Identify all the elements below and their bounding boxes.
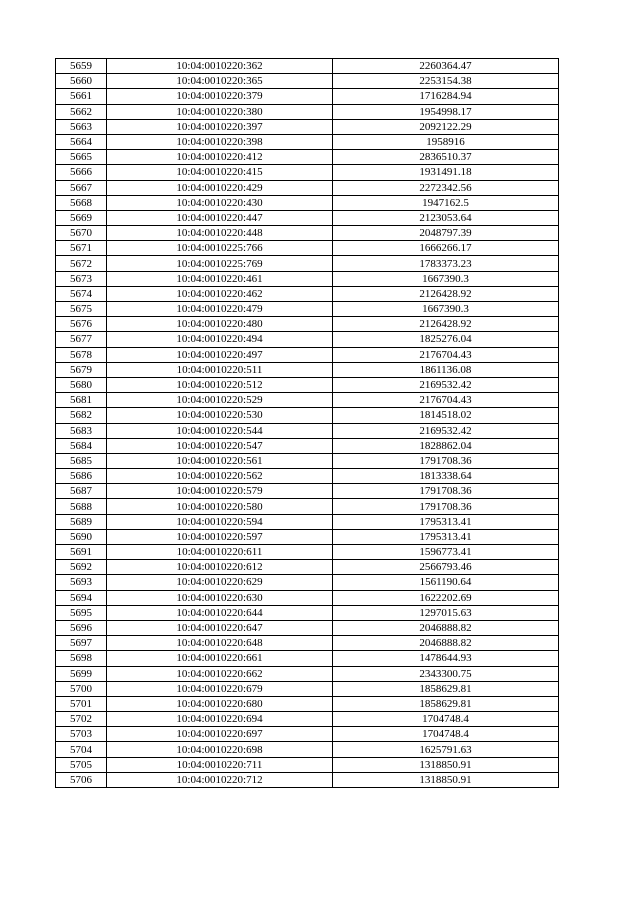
table-row — [56, 757, 559, 772]
table-row — [56, 271, 559, 286]
table-row — [56, 347, 559, 362]
value-cell: 1318850.91 — [333, 772, 559, 787]
value-cell: 1795313.41 — [333, 529, 559, 544]
value-cell: 1318850.91 — [333, 757, 559, 772]
table-row — [56, 529, 559, 544]
cadastral-number-cell: 10:04:0010220:447 — [107, 210, 333, 225]
cadastral-number-cell: 10:04:0010220:362 — [107, 59, 333, 74]
row-number-cell: 5660 — [56, 74, 107, 89]
cadastral-number-cell: 10:04:0010220:379 — [107, 89, 333, 104]
cadastral-number-cell: 10:04:0010220:397 — [107, 119, 333, 134]
value-cell: 1704748.4 — [333, 712, 559, 727]
table-row — [56, 772, 559, 787]
table-row — [56, 165, 559, 180]
cadastral-number-cell: 10:04:0010220:561 — [107, 453, 333, 468]
row-number-cell: 5689 — [56, 514, 107, 529]
row-number-cell: 5693 — [56, 575, 107, 590]
cadastral-number-cell: 10:04:0010220:580 — [107, 499, 333, 514]
table-row — [56, 484, 559, 499]
value-cell: 1297015.63 — [333, 605, 559, 620]
value-cell: 2126428.92 — [333, 317, 559, 332]
cadastral-number-cell: 10:04:0010220:697 — [107, 727, 333, 742]
value-cell: 2253154.38 — [333, 74, 559, 89]
table-row — [56, 195, 559, 210]
table-row — [56, 134, 559, 149]
cadastral-number-cell: 10:04:0010220:398 — [107, 134, 333, 149]
cadastral-number-cell: 10:04:0010220:698 — [107, 742, 333, 757]
cadastral-number-cell: 10:04:0010220:497 — [107, 347, 333, 362]
cadastral-value-table — [55, 58, 559, 788]
row-number-cell: 5668 — [56, 195, 107, 210]
row-number-cell: 5675 — [56, 302, 107, 317]
value-cell: 1716284.94 — [333, 89, 559, 104]
row-number-cell: 5694 — [56, 590, 107, 605]
table-row — [56, 499, 559, 514]
table-row — [56, 560, 559, 575]
cadastral-number-cell: 10:04:0010220:644 — [107, 605, 333, 620]
value-cell: 1813338.64 — [333, 469, 559, 484]
value-cell: 1791708.36 — [333, 453, 559, 468]
row-number-cell: 5680 — [56, 377, 107, 392]
cadastral-number-cell: 10:04:0010220:530 — [107, 408, 333, 423]
cadastral-number-cell: 10:04:0010220:694 — [107, 712, 333, 727]
table-row — [56, 226, 559, 241]
cadastral-number-cell: 10:04:0010220:494 — [107, 332, 333, 347]
row-number-cell: 5686 — [56, 469, 107, 484]
cadastral-number-cell: 10:04:0010220:365 — [107, 74, 333, 89]
value-cell: 1954998.17 — [333, 104, 559, 119]
cadastral-number-cell: 10:04:0010220:679 — [107, 681, 333, 696]
table-row — [56, 180, 559, 195]
table-row — [56, 545, 559, 560]
table-row — [56, 666, 559, 681]
row-number-cell: 5691 — [56, 545, 107, 560]
cadastral-number-cell: 10:04:0010220:661 — [107, 651, 333, 666]
cadastral-number-cell: 10:04:0010220:461 — [107, 271, 333, 286]
value-cell: 2836510.37 — [333, 150, 559, 165]
row-number-cell: 5692 — [56, 560, 107, 575]
row-number-cell: 5706 — [56, 772, 107, 787]
table-row — [56, 590, 559, 605]
cadastral-number-cell: 10:04:0010220:630 — [107, 590, 333, 605]
cadastral-number-cell: 10:04:0010220:448 — [107, 226, 333, 241]
value-cell: 2169532.42 — [333, 377, 559, 392]
value-cell: 1783373.23 — [333, 256, 559, 271]
row-number-cell: 5676 — [56, 317, 107, 332]
table-row — [56, 681, 559, 696]
value-cell: 1561190.64 — [333, 575, 559, 590]
value-cell: 1947162.5 — [333, 195, 559, 210]
cadastral-number-cell: 10:04:0010220:529 — [107, 393, 333, 408]
table-row — [56, 89, 559, 104]
value-cell: 2566793.46 — [333, 560, 559, 575]
table-row — [56, 651, 559, 666]
value-cell: 2046888.82 — [333, 636, 559, 651]
cadastral-number-cell: 10:04:0010220:680 — [107, 696, 333, 711]
value-cell: 2260364.47 — [333, 59, 559, 74]
value-cell: 2169532.42 — [333, 423, 559, 438]
cadastral-number-cell: 10:04:0010225:766 — [107, 241, 333, 256]
value-cell: 1858629.81 — [333, 696, 559, 711]
table-row — [56, 241, 559, 256]
value-cell: 1667390.3 — [333, 302, 559, 317]
row-number-cell: 5698 — [56, 651, 107, 666]
row-number-cell: 5671 — [56, 241, 107, 256]
cadastral-number-cell: 10:04:0010220:612 — [107, 560, 333, 575]
row-number-cell: 5701 — [56, 696, 107, 711]
value-cell: 2048797.39 — [333, 226, 559, 241]
value-cell: 1704748.4 — [333, 727, 559, 742]
row-number-cell: 5687 — [56, 484, 107, 499]
row-number-cell: 5696 — [56, 620, 107, 635]
table-row — [56, 696, 559, 711]
value-cell: 2046888.82 — [333, 620, 559, 635]
row-number-cell: 5697 — [56, 636, 107, 651]
table-row — [56, 210, 559, 225]
value-cell: 1931491.18 — [333, 165, 559, 180]
cadastral-number-cell: 10:04:0010225:769 — [107, 256, 333, 271]
table-row — [56, 408, 559, 423]
value-cell: 1814518.02 — [333, 408, 559, 423]
table-row — [56, 423, 559, 438]
cadastral-number-cell: 10:04:0010220:480 — [107, 317, 333, 332]
table-row — [56, 453, 559, 468]
table-row — [56, 514, 559, 529]
table-row — [56, 74, 559, 89]
row-number-cell: 5672 — [56, 256, 107, 271]
cadastral-number-cell: 10:04:0010220:597 — [107, 529, 333, 544]
row-number-cell: 5661 — [56, 89, 107, 104]
value-cell: 1858629.81 — [333, 681, 559, 696]
cadastral-number-cell: 10:04:0010220:430 — [107, 195, 333, 210]
row-number-cell: 5665 — [56, 150, 107, 165]
table-row — [56, 362, 559, 377]
cadastral-number-cell: 10:04:0010220:648 — [107, 636, 333, 651]
value-cell: 1667390.3 — [333, 271, 559, 286]
value-cell: 1625791.63 — [333, 742, 559, 757]
row-number-cell: 5704 — [56, 742, 107, 757]
value-cell: 2272342.56 — [333, 180, 559, 195]
value-cell: 1596773.41 — [333, 545, 559, 560]
table-row — [56, 150, 559, 165]
cadastral-number-cell: 10:04:0010220:647 — [107, 620, 333, 635]
cadastral-number-cell: 10:04:0010220:412 — [107, 150, 333, 165]
table-row — [56, 332, 559, 347]
value-cell: 1666266.17 — [333, 241, 559, 256]
value-cell: 2343300.75 — [333, 666, 559, 681]
table-row — [56, 469, 559, 484]
row-number-cell: 5685 — [56, 453, 107, 468]
row-number-cell: 5702 — [56, 712, 107, 727]
cadastral-number-cell: 10:04:0010220:380 — [107, 104, 333, 119]
row-number-cell: 5700 — [56, 681, 107, 696]
row-number-cell: 5666 — [56, 165, 107, 180]
table-row — [56, 438, 559, 453]
cadastral-number-cell: 10:04:0010220:511 — [107, 362, 333, 377]
value-cell: 1795313.41 — [333, 514, 559, 529]
cadastral-number-cell: 10:04:0010220:594 — [107, 514, 333, 529]
row-number-cell: 5703 — [56, 727, 107, 742]
row-number-cell: 5690 — [56, 529, 107, 544]
cadastral-number-cell: 10:04:0010220:415 — [107, 165, 333, 180]
value-cell: 2123053.64 — [333, 210, 559, 225]
value-cell: 1791708.36 — [333, 484, 559, 499]
table-row — [56, 605, 559, 620]
cadastral-number-cell: 10:04:0010220:662 — [107, 666, 333, 681]
table-row — [56, 636, 559, 651]
table-body — [56, 59, 559, 788]
row-number-cell: 5705 — [56, 757, 107, 772]
row-number-cell: 5688 — [56, 499, 107, 514]
row-number-cell: 5679 — [56, 362, 107, 377]
table-row — [56, 317, 559, 332]
value-cell: 2176704.43 — [333, 393, 559, 408]
value-cell: 1828862.04 — [333, 438, 559, 453]
value-cell: 2092122.29 — [333, 119, 559, 134]
row-number-cell: 5699 — [56, 666, 107, 681]
table-row — [56, 712, 559, 727]
value-cell: 1825276.04 — [333, 332, 559, 347]
table-row — [56, 256, 559, 271]
table-row — [56, 59, 559, 74]
cadastral-number-cell: 10:04:0010220:579 — [107, 484, 333, 499]
table-row — [56, 377, 559, 392]
row-number-cell: 5670 — [56, 226, 107, 241]
row-number-cell: 5659 — [56, 59, 107, 74]
value-cell: 1622202.69 — [333, 590, 559, 605]
cadastral-number-cell: 10:04:0010220:544 — [107, 423, 333, 438]
value-cell: 1861136.08 — [333, 362, 559, 377]
row-number-cell: 5662 — [56, 104, 107, 119]
table-row — [56, 119, 559, 134]
table-row — [56, 575, 559, 590]
value-cell: 1478644.93 — [333, 651, 559, 666]
table-row — [56, 742, 559, 757]
cadastral-number-cell: 10:04:0010220:429 — [107, 180, 333, 195]
row-number-cell: 5683 — [56, 423, 107, 438]
row-number-cell: 5677 — [56, 332, 107, 347]
row-number-cell: 5682 — [56, 408, 107, 423]
row-number-cell: 5669 — [56, 210, 107, 225]
cadastral-number-cell: 10:04:0010220:512 — [107, 377, 333, 392]
row-number-cell: 5667 — [56, 180, 107, 195]
row-number-cell: 5695 — [56, 605, 107, 620]
table-row — [56, 393, 559, 408]
row-number-cell: 5663 — [56, 119, 107, 134]
value-cell: 1958916 — [333, 134, 559, 149]
value-cell: 2176704.43 — [333, 347, 559, 362]
table-row — [56, 286, 559, 301]
cadastral-number-cell: 10:04:0010220:547 — [107, 438, 333, 453]
row-number-cell: 5684 — [56, 438, 107, 453]
row-number-cell: 5678 — [56, 347, 107, 362]
value-cell: 1791708.36 — [333, 499, 559, 514]
value-cell: 2126428.92 — [333, 286, 559, 301]
cadastral-number-cell: 10:04:0010220:711 — [107, 757, 333, 772]
cadastral-number-cell: 10:04:0010220:462 — [107, 286, 333, 301]
row-number-cell: 5664 — [56, 134, 107, 149]
cadastral-number-cell: 10:04:0010220:712 — [107, 772, 333, 787]
cadastral-number-cell: 10:04:0010220:479 — [107, 302, 333, 317]
table-row — [56, 104, 559, 119]
cadastral-number-cell: 10:04:0010220:562 — [107, 469, 333, 484]
table-row — [56, 727, 559, 742]
cadastral-number-cell: 10:04:0010220:629 — [107, 575, 333, 590]
cadastral-number-cell: 10:04:0010220:611 — [107, 545, 333, 560]
row-number-cell: 5673 — [56, 271, 107, 286]
row-number-cell: 5674 — [56, 286, 107, 301]
table-row — [56, 620, 559, 635]
table-row — [56, 302, 559, 317]
row-number-cell: 5681 — [56, 393, 107, 408]
